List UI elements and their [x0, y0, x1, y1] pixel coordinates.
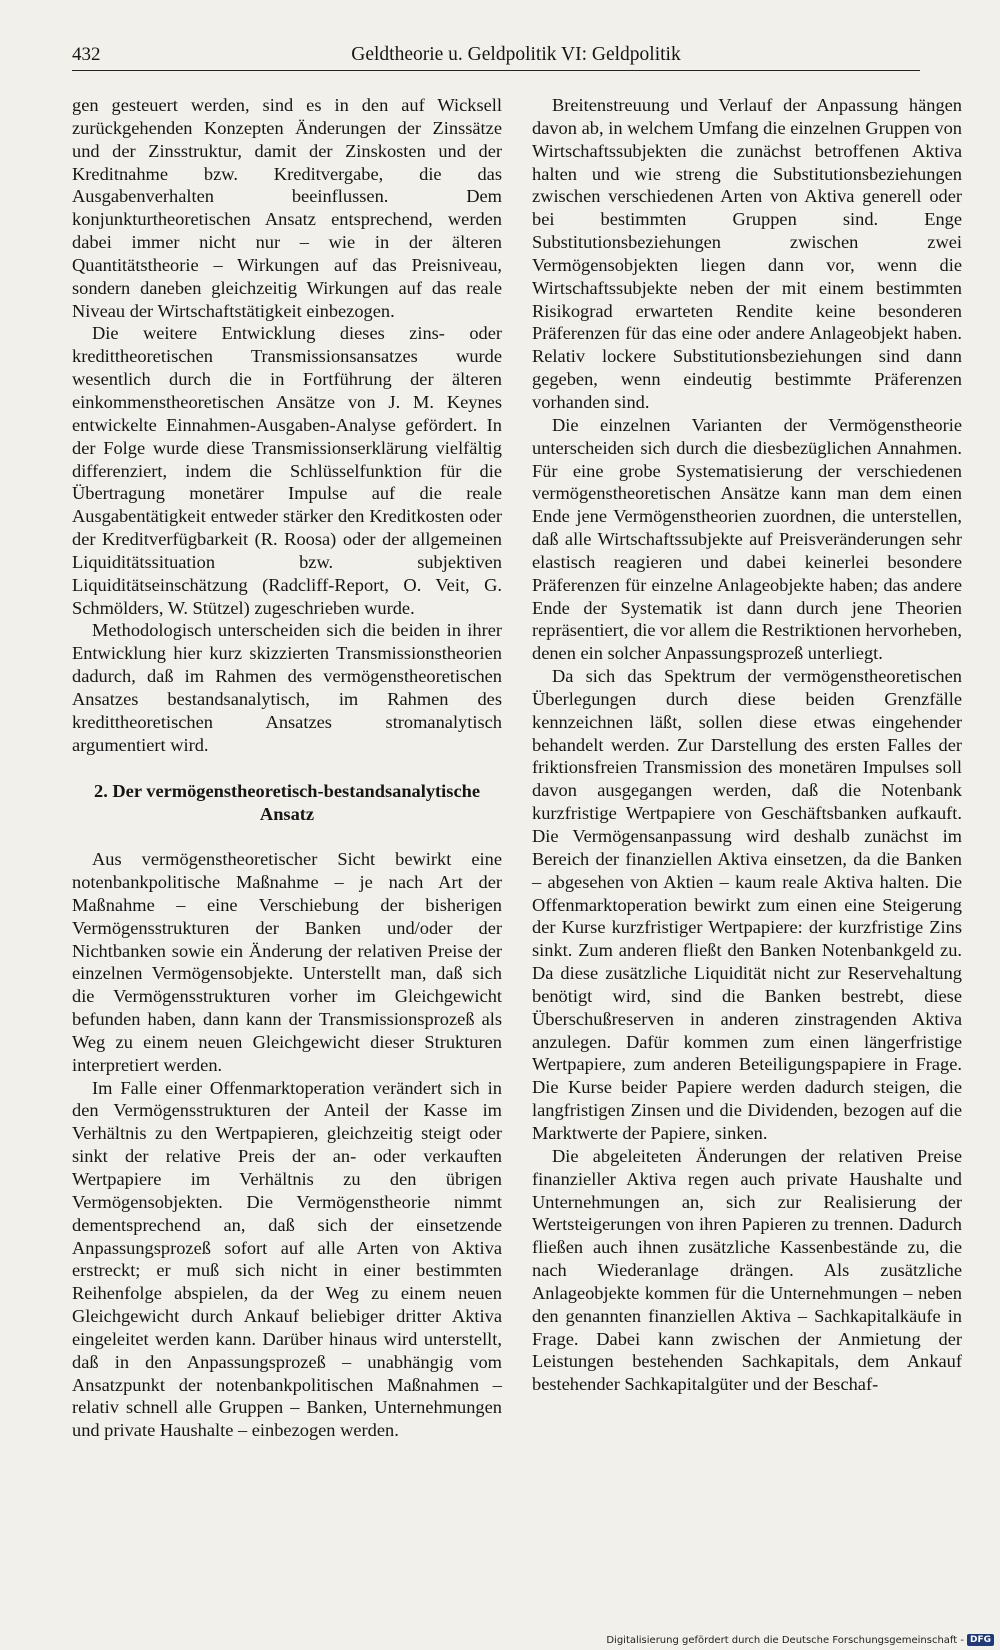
section-heading-line: 2. Der vermögenstheoretisch-bestandsanalytische — [94, 781, 480, 802]
page-header — [72, 40, 920, 71]
paragraph: Die einzelnen Varianten der Vermögenstheorie unterscheiden sich durch die diesbezüglichen Annahmen. Für eine grobe Systematisierung der verschiedenen vermögenstheoretischen Ansätze kann man dem einen Ende jene Vermögenstheorien zuordnen, die unterstellen, daß alle Wirtschaftssubjekte auf Preisveränderungen sehr elastisch reagieren und dabei keinerlei besondere Präferenzen für einzelne Anlageobjekte haben; das andere Ende der Systematik ist dann durch jene Theorien repräsentiert, die vor allem die Restriktionen hervorheben, denen ein solcher Anpassungsprozeß unterliegt. — [532, 414, 962, 664]
paragraph: Die weitere Entwicklung dieses zins- oder kredittheoretischen Transmissionsansatzes wurde wesentlich durch die in Fortführung der älteren einkommenstheoretischen Ansätze von J. M. Keynes entwickelte Einnahmen-Ausgaben-Analyse gefördert. In der Folge wurde diese Transmissionserklärung vielfältig differenziert, indem die Schlüsselfunktion für die Übertragung monetärer Impulse auf die reale Ausgabentätigkeit entweder stärker den Kreditkosten oder der Kreditverfügbarkeit (R. Roosa) oder der allgemeinen Liquiditätssituation bzw. subjektiven Liquiditätseinschätzung (Radcliff-Report, O. Veit, G. Schmölders, W. Stützel) zugeschrieben wurde. — [72, 323, 502, 618]
paragraph: gen gesteuert werden, sind es in den auf Wicksell zurückgehenden Konzepten Änderungen der Zinssätze und der Zinsstruktur, damit der Zinskosten und der Kreditnahme bzw. Kreditvergabe, die das Ausgabenverhalten beeinflussen. Dem konjunkturtheoretischen Ansatz entsprechend, werden dabei immer nicht nur – wie in der älteren Quantitätstheorie – Wirkungen auf das Preisniveau, sondern daneben gleichzeitig Wirkungen auf das reale Niveau der Wirtschaftstätigkeit einbezogen. — [72, 95, 502, 321]
footer-text: Digitalisierung gefördert durch die Deutsche Forschungsgemeinschaft - — [606, 1634, 964, 1646]
paragraph: Im Falle einer Offenmarktoperation verändert sich in den Vermögensstrukturen der Anteil der Kasse im Verhältnis zu den Wertpapieren, gleichzeitig steigt oder sinkt der relative Preis der an- oder verkauften Wertpapiere im Verhältnis zu den übrigen Vermögensobjekten. Die Vermögenstheorie nimmt dementsprechend an, daß sich der einsetzende Anpassungsprozeß sofort auf alle Arten von Aktiva erstreckt; er muß sich nicht in einer bestimmten Reihenfolge abspielen, da der Weg zu einem neuen Gleichgewicht durch Ankauf beliebiger dritter Aktiva eingeleitet werden kann. Darüber hinaus wird unterstellt, daß in den Anpassungsprozeß – unabhängig vom Ansatzpunkt der notenbankpolitischen Maßnahmen – relativ schnell alle Gruppen – Banken, Unternehmungen und private Haushalte – einbezogen werden. — [72, 1077, 502, 1441]
left-column — [72, 94, 502, 1442]
digitization-footer — [606, 1634, 994, 1646]
paragraph: Die abgeleiteten Änderungen der relativen Preise finanzieller Aktiva regen auch private Haushalte und Unternehmungen an, sich zur Realisierung der Wertsteigerungen von ihren Papieren zu trennen. Dadurch fließen auch ihnen zusätzliche Kassenbestände zu, die nach Wiederanlage drängen. Als zusätzliche Anlageobjekte kommen für die Unternehmungen – neben den genannten finanziellen Aktiva – Sachkapitalkäufe in Frage. Dabei kann zwischen der Anmietung der Leistungen bestehenden Sachkapitals, dem Ankauf bestehender Sachkapitalgüter und der Beschaf- — [532, 1145, 962, 1395]
paragraph: Methodologisch unterscheiden sich die beiden in ihrer Entwicklung hier kurz skizzierten Transmissionstheorien dadurch, daß im Rahmen des vermögenstheoretischen Ansatzes bestandsanalytisch, im Rahmen des kredittheoretischen Ansatzes stromanalytisch argumentiert wird. — [72, 620, 502, 755]
right-column — [532, 94, 962, 1396]
section-heading-line: Ansatz — [259, 804, 315, 825]
paragraph: Da sich das Spektrum der vermögenstheoretischen Überlegungen durch diese beiden Grenzfälle kennzeichnen läßt, sollen diese etwas eingehender behandelt werden. Zur Darstellung des ersten Falles der friktionsfreien Transmission des monetären Impulses soll davon ausgegangen werden, daß die Notenbank kurzfristige Wertpapiere von Geschäftsbanken aufkauft. Die Vermögensanpassung wird deshalb zunächst im Bereich der finanziellen Aktiva einsetzen, da die Banken – abgesehen von Aktien – kaum reale Aktiva halten. Die Offenmarktoperation bewirkt zum einen eine Steigerung der Kurse kurzfristiger Wertpapiere: der kurzfristige Zins sinkt. Zum anderen fließt den Banken Notenbankgeld zu. Da diese zusätzliche Liquidität nicht zur Reservehaltung benötigt wird, sind die Banken bestrebt, diese Überschußreserven in anderen zinstragenden Aktiva anzulegen. Dafür kommen zum einen längerfristige Wertpapiere, zum anderen Beteiligungspapiere in Frage. Die Kurse beider Papiere werden dadurch steigen, die langfristigen Zinsen und die Dividenden, bezogen auf die Marktwerte der Papiere, sinken. — [532, 666, 962, 1143]
paragraph: Breitenstreuung und Verlauf der Anpassung hängen davon ab, in welchem Umfang die einzelnen Gruppen von Wirtschaftssubjekten die zunächst betroffenen Aktiva halten und wie streng die Substitutionsbeziehungen zwischen verschiedenen Arten von Aktiva generell oder bei bestimmten Gruppen sind. Enge Substitutionsbeziehungen zwischen zwei Vermögensobjekten liegen dann vor, wenn die Wirtschaftssubjekte neben der mit einem bestimmten Risikograd erwarteten Rendite keine besonderen Präferenzen für das eine oder andere Anlageobjekt haben. Relativ lockere Substitutionsbeziehungen sind dann gegeben, wenn eindeutig bestimmte Präferenzen vorhanden sind. — [532, 95, 962, 412]
dfg-logo: DFG — [967, 1634, 994, 1646]
running-title: Geldtheorie u. Geldpolitik VI: Geldpolitik — [351, 44, 681, 65]
section-heading — [72, 780, 502, 826]
page-number: 432 — [72, 44, 101, 65]
paragraph: Aus vermögenstheoretischer Sicht bewirkt eine notenbankpolitische Maßnahme – je nach Art der Maßnahme – eine Verschiebung der bisherigen Vermögensstrukturen der Banken und/oder der Nichtbanken sowie ein Änderung der relativen Preise der einzelnen Vermögensobjekte. Unterstellt man, daß sich die Vermögensstrukturen vorher im Gleichgewicht befunden haben, dann kann der Transmissionsprozeß als Weg zu einem neuen Gleichgewicht dieser Strukturen interpretiert werden. — [72, 849, 502, 1075]
